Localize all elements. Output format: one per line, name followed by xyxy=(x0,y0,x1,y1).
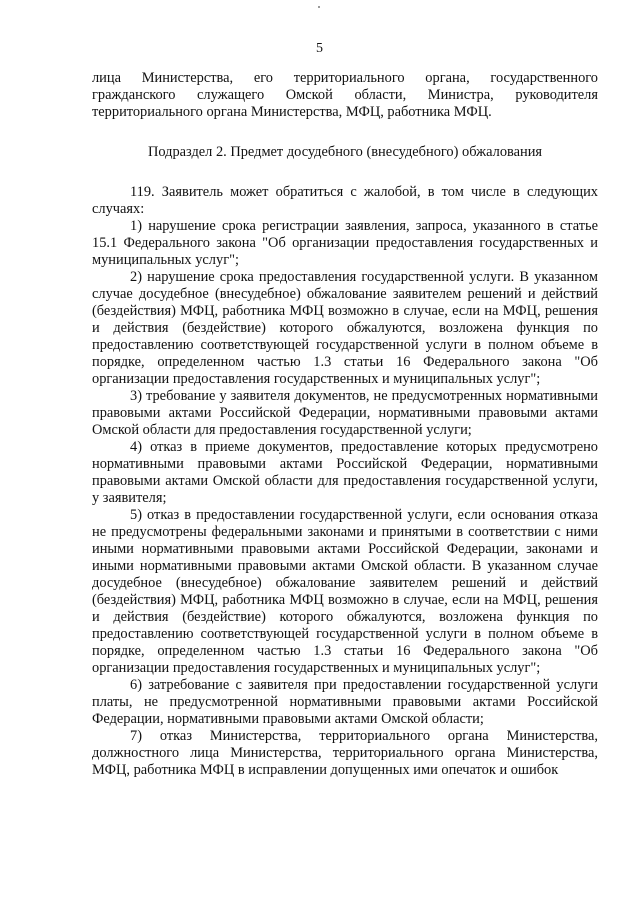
list-item-2: 2) нарушение срока предоставления государственной услуги. В указанном случае досудебное (внесудебное) обжалование заявителем решений и действий (бездействия) МФЦ, работника МФЦ возможно в случае, если на МФЦ, решения и действия (бездействие) которого обжалуются, возложена функция по предоставлению соответствующей государственной услуги в полном объеме в порядке, определенном частью 1.3 статьи 16 Федерального закона "Об организации предоставления государственных и муниципальных услуг"; xyxy=(92,269,598,387)
subsection-heading: Подраздел 2. Предмет досудебного (внесудебного) обжалования xyxy=(147,144,543,160)
list-item-6: 6) затребование с заявителя при предоставлении государственной услуги платы, не предусмотренной нормативными правовыми актами Российской Федерации, нормативными правовыми актами Омской области; xyxy=(92,677,598,727)
list-item-3: 3) требование у заявителя документов, не предусмотренных нормативными правовыми актами Российской Федерации, нормативными правовыми актами Омской области для предоставления государственной услуги; xyxy=(92,388,598,438)
paragraph-intro: лица Министерства, его территориального органа, государственного гражданского служащего Омской области, Министра, руководителя территориального органа Министерства, МФЦ, работника МФЦ. xyxy=(92,70,598,120)
list-item-1: 1) нарушение срока регистрации заявления, запроса, указанного в статье 15.1 Федерального закона "Об организации предоставления государственных и муниципальных услуг"; xyxy=(92,218,598,268)
list-item-7: 7) отказ Министерства, территориального органа Министерства, должностного лица Министерства, территориального органа Министерства, МФЦ, работника МФЦ в исправлении допущенных ими опечаток и ошибок xyxy=(92,728,598,778)
list-item-4: 4) отказ в приеме документов, предоставление которых предусмотрено нормативными правовыми актами Российской Федерации, нормативными правовыми актами Омской области для предоставления государственной услуги, у заявителя; xyxy=(92,439,598,506)
scan-speck xyxy=(318,6,320,8)
paragraph-119: 119. Заявитель может обратиться с жалобой, в том числе в следующих случаях: xyxy=(92,184,598,217)
list-item-5: 5) отказ в предоставлении государственной услуги, если основания отказа не предусмотрены федеральными законами и принятыми в соответствии с ними иными нормативными правовыми актами Российской Федерации, законами и иными нормативными правовыми актами Омской области. В указанном случае досудебное (внесудебное) обжалование заявителем решений и действий (бездействия) МФЦ, работника МФЦ возможно в случае, если на МФЦ, решения и действия (бездействие) которого обжалуются, возложена функция по предоставлению соответствующей государственной услуги в полном объеме в порядке, определенном частью 1.3 статьи 16 Федерального закона "Об организации предоставления государственных и муниципальных услуг"; xyxy=(92,507,598,676)
document-body xyxy=(92,70,598,779)
page-number: 5 xyxy=(316,41,323,56)
